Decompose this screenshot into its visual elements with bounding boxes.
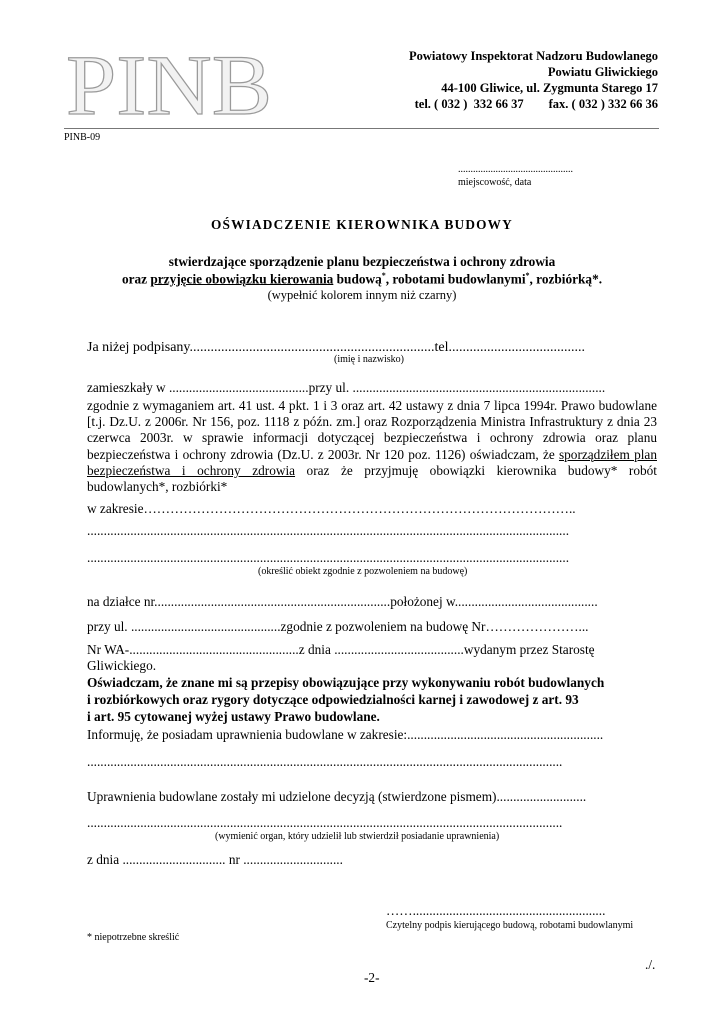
scope-field[interactable]: w zakresie…………………………………………………………………………………….. bbox=[87, 501, 576, 516]
permit-field[interactable]: Nr WA-...................................................z dnia .......................................wydanym przez Starostę bbox=[87, 642, 595, 657]
header-line: Powiatowy Inspektorat Nadzoru Budowlanego bbox=[409, 49, 658, 63]
footnote: * niepotrzebne skreślić bbox=[87, 932, 180, 943]
authority-caption: (wymienić organ, który udzielił lub stwierdził posiadanie uprawnienia) bbox=[215, 831, 500, 842]
place-date-field: .............................................. bbox=[458, 164, 573, 175]
header-line: Powiatu Gliwickiego bbox=[547, 65, 658, 79]
place-date-caption: miejscowość, data bbox=[458, 177, 532, 188]
object-caption: (określić obiekt zgodnie z pozwoleniem na budowę) bbox=[258, 566, 468, 577]
paragraph-underlined: sporządziłem plan bezpieczeństwa i ochrony zdrowia bbox=[87, 446, 657, 478]
subtitle-underlined: przyjęcie obowiązku kierowania bbox=[150, 271, 334, 287]
paragraph-text: zgodnie z wymaganiem art. 41 ust. 4 pkt. 1 i 3 oraz art. 42 ustawy z dnia 7 lipca 1994r. Prawo budowlane [t.j. Dz.U. z 2006r. Nr 156, poz. 1118 z późn. zm.] oraz Rozporządzenia Ministra Infrastruktury z dnia 23 czerwca 2003r. w sprawie informacji dotyczącej bezpieczeństwa i ochrony zdrowia oraz planu bezpieczeństwa i ochrony zdrowia (Dz.U. z 2003r. Nr 120 poz. 1126) oświadczam, że bbox=[87, 398, 657, 462]
date-number-field[interactable]: z dnia ............................... nr .............................. bbox=[87, 852, 343, 867]
header-address bbox=[409, 48, 658, 112]
dots-line[interactable]: ................................................................................................................................................. bbox=[87, 523, 570, 538]
pinb-logo bbox=[64, 48, 274, 120]
signed-name-caption: (imię i nazwisko) bbox=[334, 354, 404, 365]
subtitle-line-2 bbox=[0, 271, 724, 287]
legal-paragraph bbox=[87, 398, 657, 495]
subtitle-line-1: stwierdzające sporządzenie planu bezpieczeństwa i ochrony zdrowia bbox=[168, 254, 556, 269]
declaration-line: i rozbiórkowych oraz rygory dotyczące odpowiedzialności karnej i zawodowej z art. 93 bbox=[87, 692, 579, 707]
residence-field[interactable]: zamieszkały w ..........................................przy ul. ............................................................................ bbox=[87, 380, 606, 395]
signature-caption: Czytelny podpis kierującego budową, robotami budowlanymi bbox=[386, 920, 634, 931]
page-number: -2- bbox=[364, 970, 380, 985]
signature-field[interactable]: …….......................................................... bbox=[386, 903, 606, 918]
pinb-logo-text: PINB bbox=[66, 48, 272, 120]
form-code: PINB-09 bbox=[64, 132, 101, 143]
granted-field[interactable]: Uprawnienia budowlane zostały mi udzielone decyzją (stwierdzone pismem)........................... bbox=[87, 789, 587, 804]
subtitle-text: oraz bbox=[121, 271, 151, 287]
plot-field[interactable]: na działce nr.......................................................................położonej w........................................... bbox=[87, 594, 598, 609]
header-line: 44-100 Gliwice, ul. Zygmunta Starego 17 bbox=[441, 81, 658, 95]
street-field[interactable]: przy ul. .............................................zgodnie z pozwoleniem na budowę Nr…………………... bbox=[87, 619, 589, 634]
permit-issuer: Gliwickiego. bbox=[87, 658, 157, 673]
signed-name-field[interactable]: Ja niżej podpisany......................................................................tel....................................... bbox=[87, 340, 586, 355]
subtitle-sup: * bbox=[381, 271, 386, 280]
subtitle-note: (wypełnić kolorem innym niż czarny) bbox=[267, 288, 457, 302]
subtitle-text: , rozbiórką*. bbox=[529, 271, 603, 287]
subtitle-text: budową bbox=[333, 271, 382, 287]
dots-line[interactable]: ............................................................................................................................................... bbox=[87, 754, 563, 769]
dots-line[interactable]: ............................................................................................................................................... bbox=[87, 815, 563, 830]
declaration-line: i art. 95 cytowanej wyżej ustawy Prawo budowlane. bbox=[87, 709, 380, 724]
declaration-line: Oświadczam, że znane mi są przepisy obowiązujące przy wykonywaniu robót budowlanych bbox=[87, 675, 605, 690]
dots-line[interactable]: ................................................................................................................................................. bbox=[87, 550, 570, 565]
qualifications-field[interactable]: Informuję, że posiadam uprawnienia budowlane w zakresie:........................................................... bbox=[87, 727, 604, 742]
header-divider bbox=[64, 128, 659, 129]
subtitle-text: , robotami budowlanymi bbox=[385, 271, 526, 287]
paragraph-text: oraz że przyjmuję obowiązki kierownika budowy* robót budowlanych*, rozbiórki* bbox=[87, 462, 657, 495]
subtitle-sup: * bbox=[525, 271, 530, 280]
header-line: tel. ( 032 ) 332 66 37 fax. ( 032 ) 332 66 36 bbox=[414, 97, 658, 111]
document-title: OŚWIADCZENIE KIEROWNIKA BUDOWY bbox=[211, 217, 513, 232]
continuation-mark: ./. bbox=[645, 957, 656, 972]
